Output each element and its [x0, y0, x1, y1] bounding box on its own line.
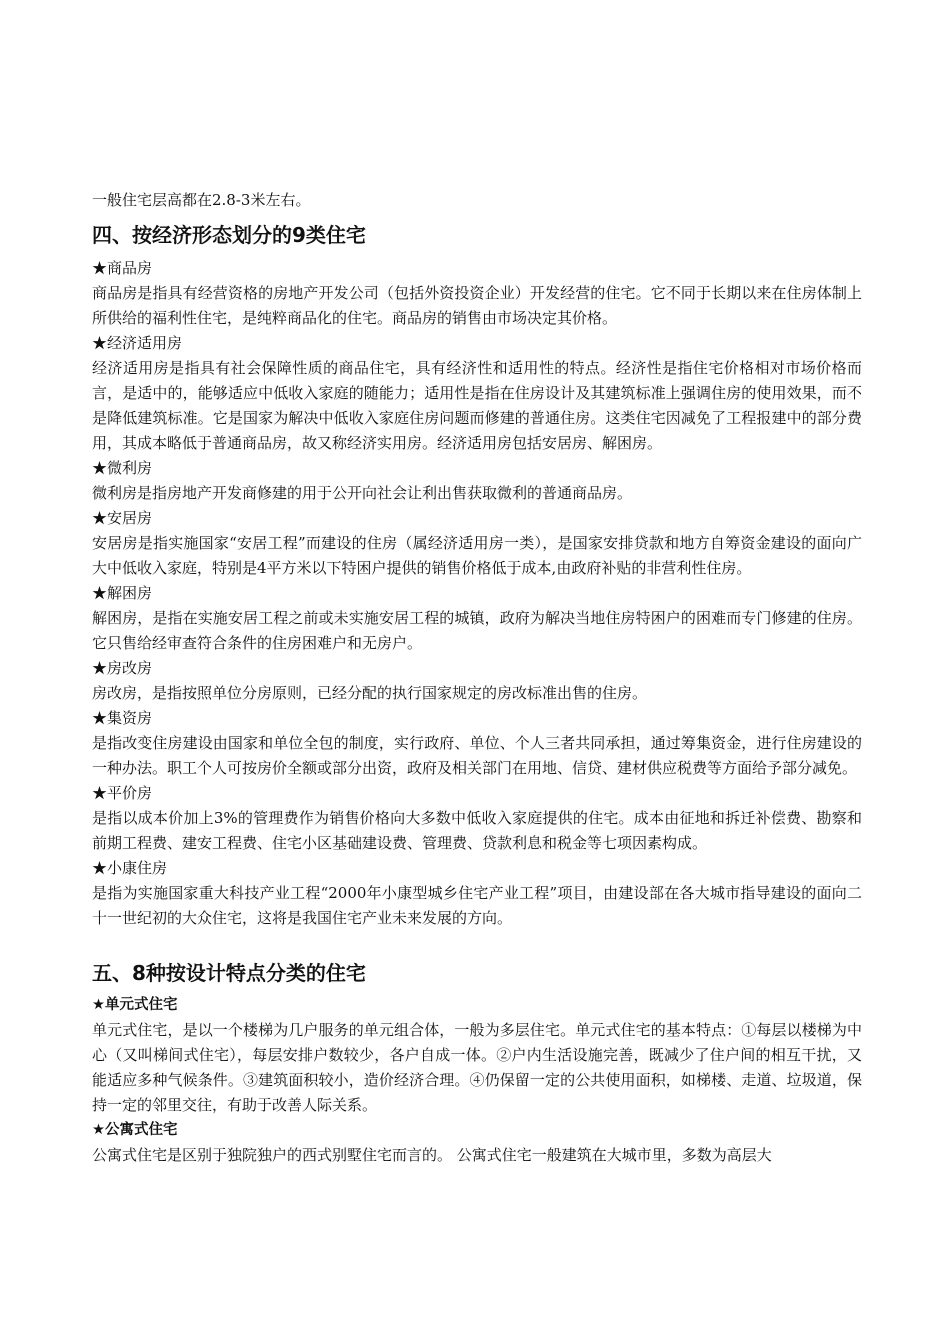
item-text: 微利房是指房地产开发商修建的用于公开向社会让利出售获取微利的普通商品房。	[92, 484, 633, 502]
item-title: ★单元式住宅	[92, 997, 178, 1013]
item-text: 解困房，是指在实施安居工程之前或未实施安居工程的城镇，政府为解决当地住房特困户的困难而专门修建的住房。它只售给经审查符合条件的住房困难户和无房户。	[92, 609, 862, 652]
intro-text: 一般住宅层高都在2.8-3米左右。	[92, 191, 311, 209]
item-text: 房改房，是指按照单位分房原则，已经分配的执行国家规定的房改标准出售的住房。	[92, 684, 648, 702]
item-title: ★安居房	[92, 509, 153, 527]
item-text: 商品房是指具有经营资格的房地产开发公司（包括外资投资企业）开发经营的住宅。它不同于长期以来在住房体制上所供给的福利性住宅，是纯粹商品化的住宅。商品房的销售由市场决定其价格。	[92, 284, 862, 327]
item-title: ★商品房	[92, 259, 153, 277]
item-title: ★公寓式住宅	[92, 1122, 178, 1138]
item-title: ★平价房	[92, 784, 153, 802]
document-page	[92, 188, 862, 1168]
item-text: 单元式住宅，是以一个楼梯为几户服务的单元组合体，一般为多层住宅。单元式住宅的基本特点：①每层以楼梯为中心（又叫梯间式住宅），每层安排户数较少，各户自成一体。②户内生活设施完善，既减少了住户间的相互干扰，又能适应多种气候条件。③建筑面积较小，造价经济合理。④仍保留一定的公共使用面积，如梯楼、走道、垃圾道，保持一定的邻里交往，有助于改善人际关系。	[92, 1021, 862, 1114]
section-4-heading: 四、按经济形态划分的9类住宅	[92, 223, 366, 247]
item-text: 是指改变住房建设由国家和单位全包的制度，实行政府、单位、个人三者共同承担，通过筹集资金，进行住房建设的一种办法。职工个人可按房价全额或部分出资，政府及相关部门在用地、信贷、建材供应税费等方面给予部分减免。	[92, 734, 862, 777]
section-4-body	[92, 256, 862, 931]
item-text: 是指为实施国家重大科技产业工程“2000年小康型城乡住宅产业工程”项目，由建设部在各大城市指导建设的面向二十一世纪初的大众住宅，这将是我国住宅产业未来发展的方向。	[92, 884, 862, 927]
item-title: ★解困房	[92, 584, 153, 602]
section-5-heading: 五、8种按设计特点分类的住宅	[92, 961, 366, 985]
item-title: ★小康住房	[92, 859, 168, 877]
item-title: ★房改房	[92, 659, 153, 677]
section-5-body	[92, 993, 862, 1168]
item-text: 经济适用房是指具有社会保障性质的商品住宅，具有经济性和适用性的特点。经济性是指住宅价格相对市场价格而言，是适中的，能够适应中低收入家庭的随能力；适用性是指在住房设计及其建筑标准上强调住房的使用效果，而不是降低建筑标准。它是国家为解决中低收入家庭住房问题而修建的普通住房。这类住宅因减免了工程报建中的部分费用，其成本略低于普通商品房，故又称经济实用房。经济适用房包括安居房、解困房。	[92, 359, 862, 452]
item-text: 安居房是指实施国家“安居工程”而建设的住房（属经济适用房一类），是国家安排贷款和地方自筹资金建设的面向广大中低收入家庭，特别是4平方米以下特困户提供的销售价格低于成本,由政府补贴的非营利性住房。	[92, 534, 862, 577]
item-text: 公寓式住宅是区别于独院独户的西式别墅住宅而言的。 公寓式住宅一般建筑在大城市里，多数为高层大	[92, 1146, 772, 1164]
item-text: 是指以成本价加上3%的管理费作为销售价格向大多数中低收入家庭提供的住宅。成本由征地和拆迁补偿费、勘察和前期工程费、建安工程费、住宅小区基础建设费、管理费、贷款利息和税金等七项因素构成。	[92, 809, 862, 852]
item-title: ★集资房	[92, 709, 153, 727]
item-title: ★微利房	[92, 459, 153, 477]
item-title: ★经济适用房	[92, 334, 183, 352]
